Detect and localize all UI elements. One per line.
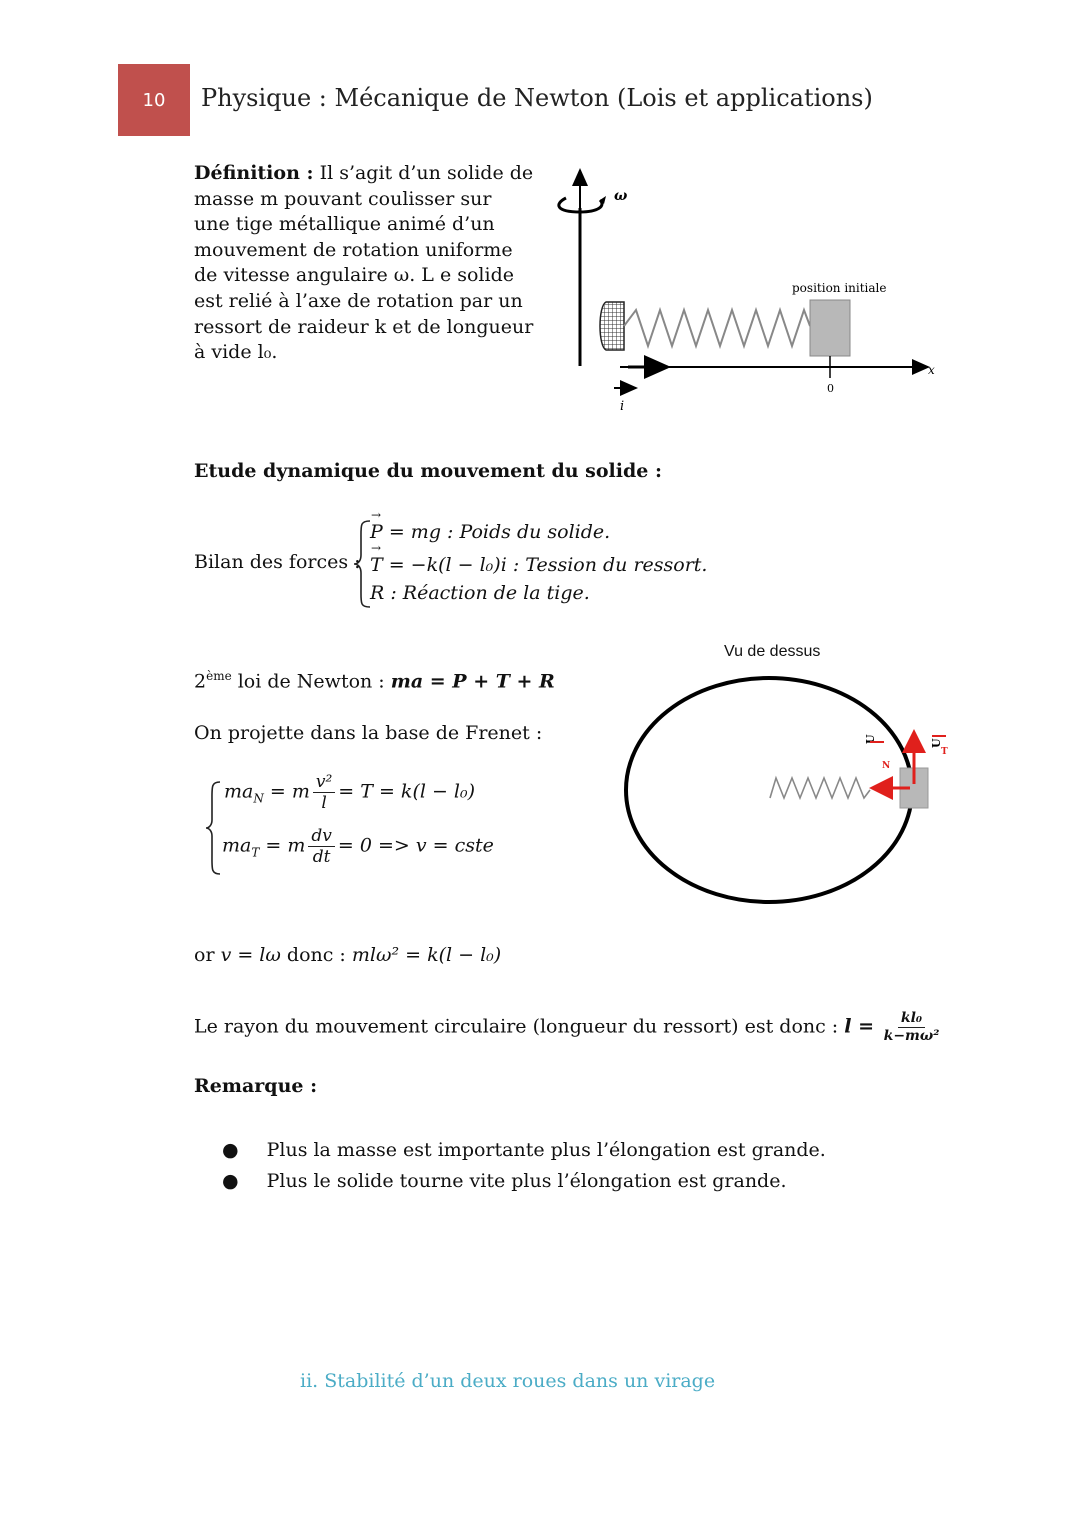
page-number: 10 xyxy=(142,89,166,111)
frenet-normal-eq: $ma_N = m$ $\frac{\text{v²}}{l}$ = T = k(l − l₀) xyxy=(224,772,476,813)
spring xyxy=(624,310,810,346)
radius-conclusion: Le rayon du mouvement circulaire (longueur du ressort) est donc : l = $\frac{\text{kl₀}}{\text{k−mω²}}$ xyxy=(194,1010,940,1044)
page-number-badge xyxy=(118,64,190,136)
definition-line-2: une tige métallique animé d’un xyxy=(194,213,495,236)
next-section-heading: ii. Stabilité d’un deux roues dans un virage xyxy=(300,1370,716,1392)
fixed-anchor xyxy=(600,302,624,350)
un-subscript: N xyxy=(882,761,891,771)
top-spring xyxy=(770,778,870,798)
relation-line: or v = lω donc : mlω² = k(l − l₀) xyxy=(194,944,502,966)
vector-T: → T xyxy=(370,554,383,576)
tension-force: → T = −k(l − l₀)i : Tession du ressort. xyxy=(370,554,707,576)
svg-text:U: U xyxy=(930,738,943,748)
definition-label: Définition : xyxy=(194,162,314,184)
remark-title: Remarque : xyxy=(194,1075,318,1097)
definition-line-3: mouvement de rotation uniforme xyxy=(194,238,513,261)
frenet-brace xyxy=(204,780,222,876)
top-view-diagram xyxy=(620,672,960,912)
page-title: Physique : Mécanique de Newton (Lois et applications) xyxy=(201,84,873,112)
x-axis-label: x xyxy=(928,363,935,377)
section-title: Etude dynamique du mouvement du solide : xyxy=(194,460,662,482)
bullet-icon: ● xyxy=(222,1170,239,1192)
top-view-label: Vu de dessus xyxy=(724,643,821,660)
omega-label: ω xyxy=(614,188,628,204)
weight-force: → P = mg : Poids du solide. xyxy=(370,521,610,543)
bullet-icon: ● xyxy=(222,1139,239,1161)
rotating-rod-diagram xyxy=(540,160,960,420)
definition-line-1: masse m pouvant coulisser sur xyxy=(194,187,492,210)
frenet-intro: On projette dans la base de Frenet : xyxy=(194,722,543,744)
definition-line-5: est relié à l’axe de rotation par un xyxy=(194,289,523,312)
vector-P: → P xyxy=(370,521,383,543)
definition-line-4: de vitesse angulaire ω. L e solide xyxy=(194,264,514,287)
svg-text:U: U xyxy=(864,734,877,744)
ut-subscript: T xyxy=(941,747,948,757)
position-initiale-label: position initiale xyxy=(792,281,887,295)
origin-label: 0 xyxy=(827,382,834,395)
list-item: ● Plus le solide tourne vite plus l’élongation est grande. xyxy=(222,1166,826,1197)
reaction-force: R : Réaction de la tige. xyxy=(370,582,590,604)
remark-list xyxy=(222,1135,826,1197)
definition-line-6: ressort de raideur k et de longueur xyxy=(194,315,534,338)
list-item: ● Plus la masse est importante plus l’élongation est grande. xyxy=(222,1135,826,1166)
forces-label: Bilan des forces : xyxy=(194,551,361,573)
newton-equation: ma = P + T + R xyxy=(390,670,555,693)
solid-mass xyxy=(810,300,850,356)
definition-line-7: à vide l₀. xyxy=(194,341,278,364)
unit-vector-i-label: i xyxy=(620,399,625,414)
frenet-tangent-eq: $ma_T = m$ $\frac{dv}{dt}$ = 0 => v = cste xyxy=(222,826,494,867)
definition-line-0: Il s’agit d’un solide de xyxy=(313,162,534,184)
forces-brace xyxy=(352,519,372,609)
newton-law: 2ème loi de Newton : ma = P + T + R xyxy=(194,669,555,693)
definition-paragraph xyxy=(194,161,534,366)
